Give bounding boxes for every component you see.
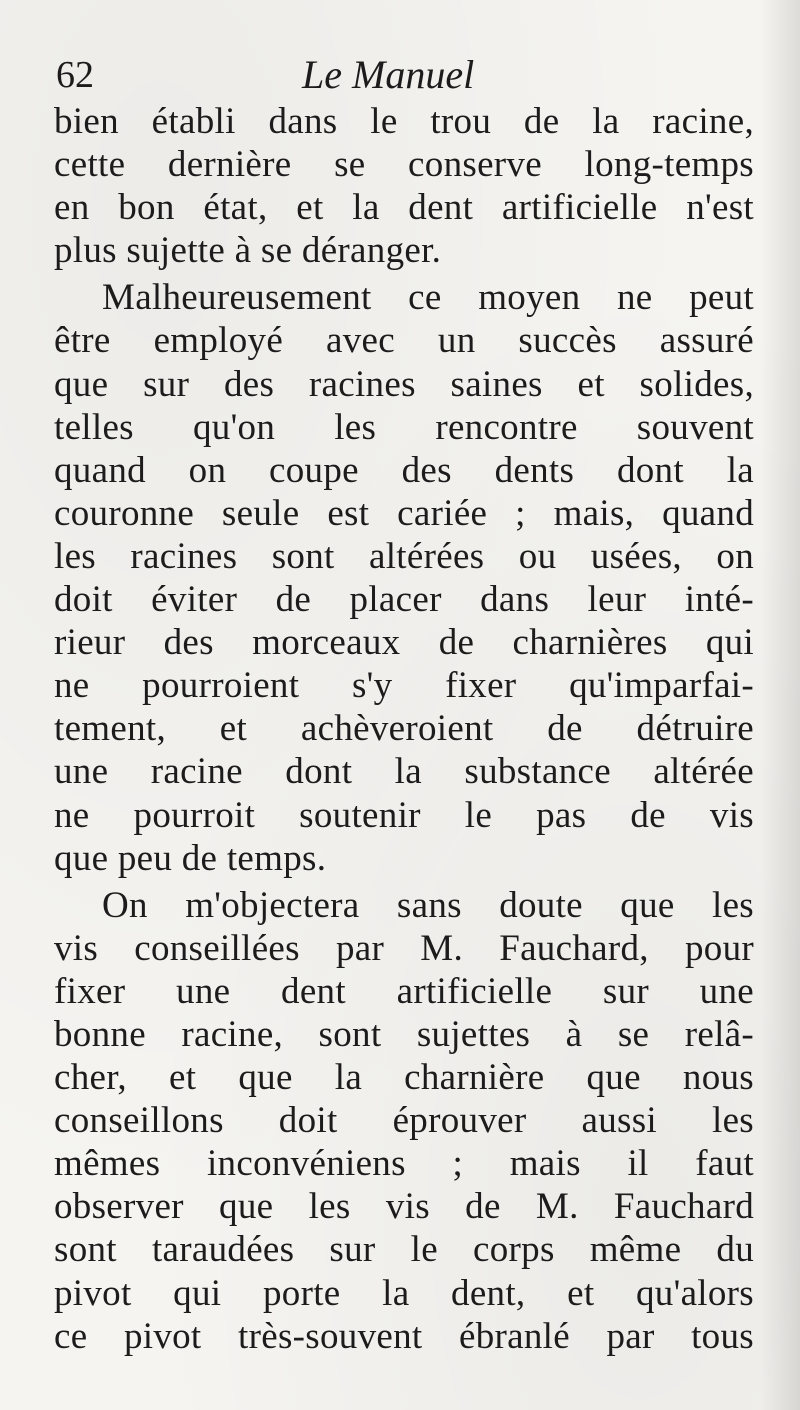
text-line: en bon état, et la dent artificielle n'est xyxy=(54,187,754,229)
body-text xyxy=(54,100,754,1358)
text-line: tement, et achèveroient de détruire xyxy=(54,708,754,750)
page-edge-shadow xyxy=(760,0,800,1410)
page-number: 62 xyxy=(56,54,94,96)
text-line: couronne seule est cariée ; mais, quand xyxy=(54,492,754,534)
running-title: Le Manuel xyxy=(302,52,475,97)
text-line: bonne racine, sont sujettes à se relâ- xyxy=(54,1013,754,1055)
text-line: cher, et que la charnière que nous xyxy=(54,1057,754,1099)
text-line: les racines sont altérées ou usées, on xyxy=(54,535,754,577)
text-line: plus sujette à se déranger. xyxy=(54,230,442,272)
text-line: telles qu'on les rencontre souvent xyxy=(54,406,754,448)
text-line: conseillons doit éprouver aussi les xyxy=(54,1100,754,1142)
text-line: vis conseillées par M. Fauchard, pour xyxy=(54,927,754,969)
paragraph xyxy=(54,100,754,272)
page-header xyxy=(56,52,756,98)
text-line: mêmes inconvéniens ; mais il faut xyxy=(54,1143,754,1185)
text-line: une racine dont la substance altérée xyxy=(54,751,754,793)
text-line: ne pourroient s'y fixer qu'imparfai- xyxy=(54,665,754,707)
text-line: observer que les vis de M. Fauchard xyxy=(54,1186,754,1228)
text-line: doit éviter de placer dans leur inté- xyxy=(54,579,754,621)
paragraph xyxy=(54,276,754,879)
text-line: Malheureusement ce moyen ne peut xyxy=(102,277,754,319)
text-line: que peu de temps. xyxy=(54,837,327,879)
text-line: que sur des racines saines et solides, xyxy=(54,363,754,405)
paragraph xyxy=(54,884,754,1358)
text-line: cette dernière se conserve long-temps xyxy=(54,144,754,186)
text-line: sont taraudées sur le corps même du xyxy=(54,1229,754,1271)
text-line: ce pivot très-souvent ébranlé par tous xyxy=(54,1315,754,1357)
text-line: quand on coupe des dents dont la xyxy=(54,449,754,491)
text-line: On m'objectera sans doute que les xyxy=(102,884,754,926)
text-line: ne pourroit soutenir le pas de vis xyxy=(54,794,754,836)
text-line: être employé avec un succès assuré xyxy=(54,320,754,362)
text-line: rieur des morceaux de charnières qui xyxy=(54,622,754,664)
text-line: bien établi dans le trou de la racine, xyxy=(54,101,754,142)
text-line: pivot qui porte la dent, et qu'alors xyxy=(54,1272,754,1314)
text-line: fixer une dent artificielle sur une xyxy=(54,970,754,1012)
